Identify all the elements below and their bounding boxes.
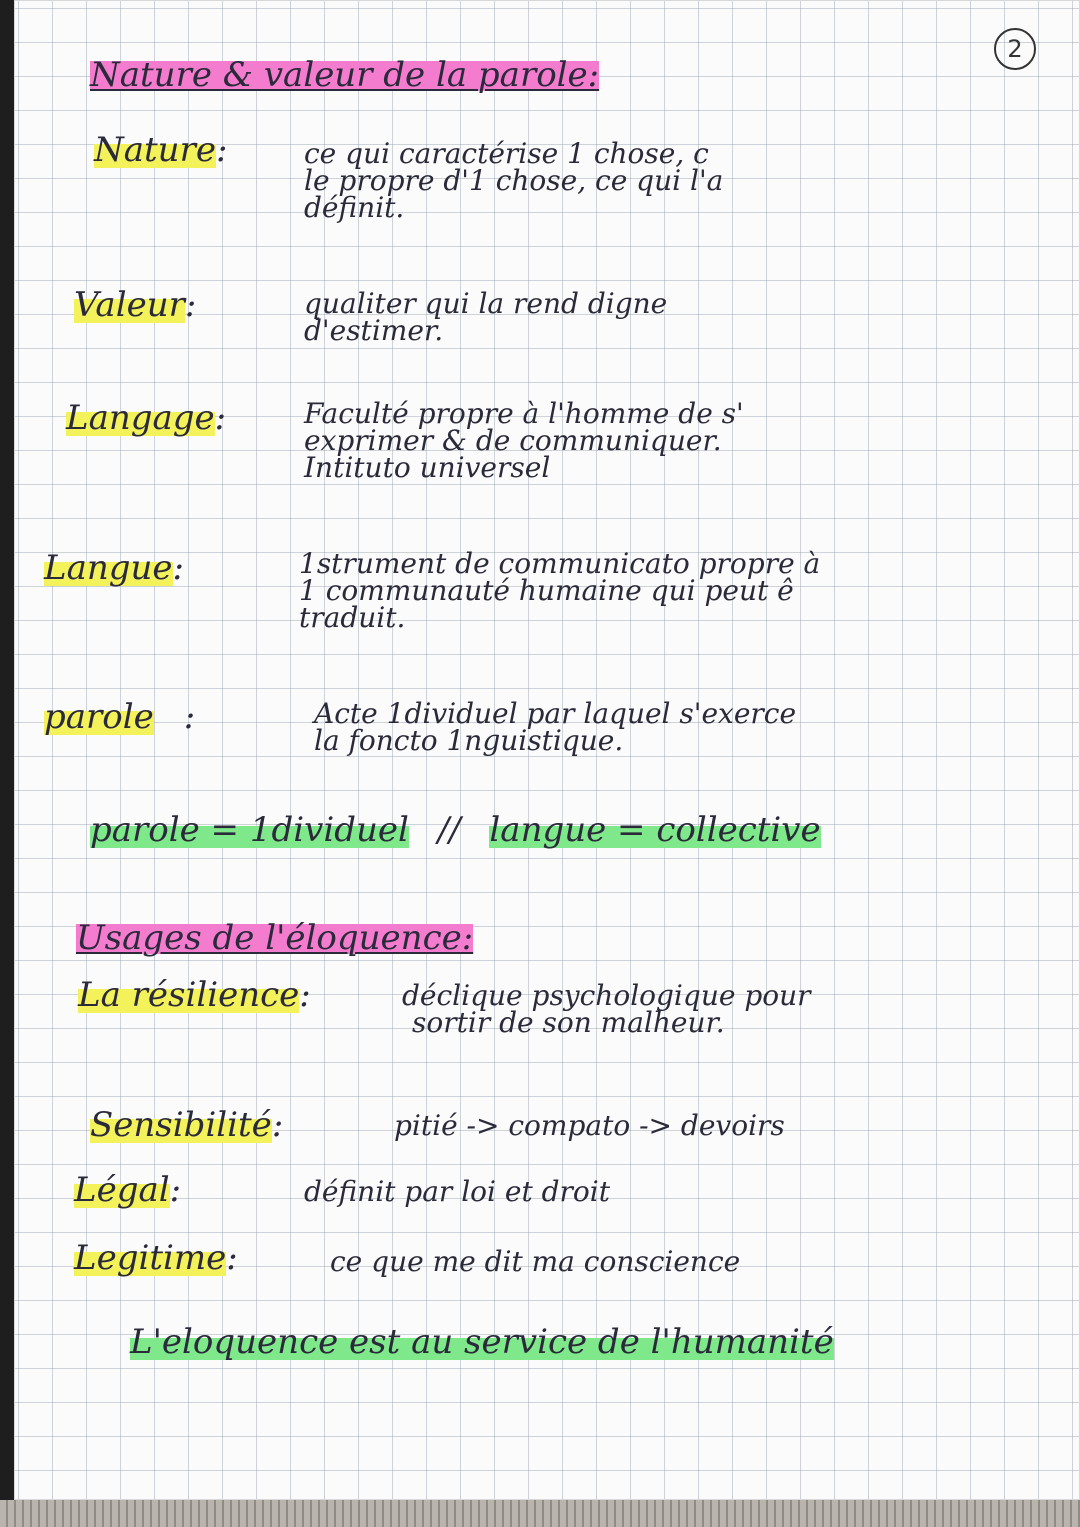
term-legal: Légal: <box>74 1170 182 1210</box>
term-langage: Langage: <box>66 398 227 438</box>
definition-nature: ce qui caractérise 1 chose, c le propre d'1 chose, ce qui l'a définit. <box>304 137 724 224</box>
definition-valeur: qualiter qui la rend digne d'estimer. <box>304 287 668 347</box>
term-nature: Nature: <box>94 130 228 170</box>
definition-sensibilite: pitié -> compato -> devoirs <box>394 1109 785 1142</box>
notebook-page <box>14 0 1080 1500</box>
definition-legitime: ce que me dit ma conscience <box>330 1245 741 1278</box>
term-langue: Langue: <box>44 548 184 588</box>
term-sensibilite: Sensibilité: <box>90 1105 284 1145</box>
definition-langue: 1strument de communicato propre à 1 communauté humaine qui peut ê traduit. <box>299 547 821 634</box>
notebook-binding <box>0 1500 1080 1527</box>
conclusion-eloquence: L'eloquence est au service de l'humanité <box>130 1322 834 1362</box>
definition-legal: définit par loi et droit <box>304 1175 610 1208</box>
definition-langage: Faculté propre à l'homme de s' exprimer & de communiquer. Intituto universel <box>304 397 744 484</box>
section-title-nature-valeur: Nature & valeur de la parole: <box>90 55 600 95</box>
term-valeur: Valeur: <box>74 285 197 325</box>
notebook-left-edge <box>0 0 14 1500</box>
term-resilience: La résilience: <box>78 975 311 1015</box>
term-legitime: Legitime: <box>74 1238 238 1278</box>
definition-parole: Acte 1dividuel par laquel s'exerce la foncto 1nguistique. <box>314 697 797 757</box>
section-title-usages-eloquence: Usages de l'éloquence: <box>76 918 474 958</box>
summary-parole-langue: parole = 1dividuel // langue = collective <box>90 810 821 850</box>
definition-resilience: déclique psychologique pour sortir de son malheur. <box>402 979 811 1039</box>
page-number: 2 <box>994 28 1036 70</box>
term-parole: parole : <box>44 697 196 737</box>
